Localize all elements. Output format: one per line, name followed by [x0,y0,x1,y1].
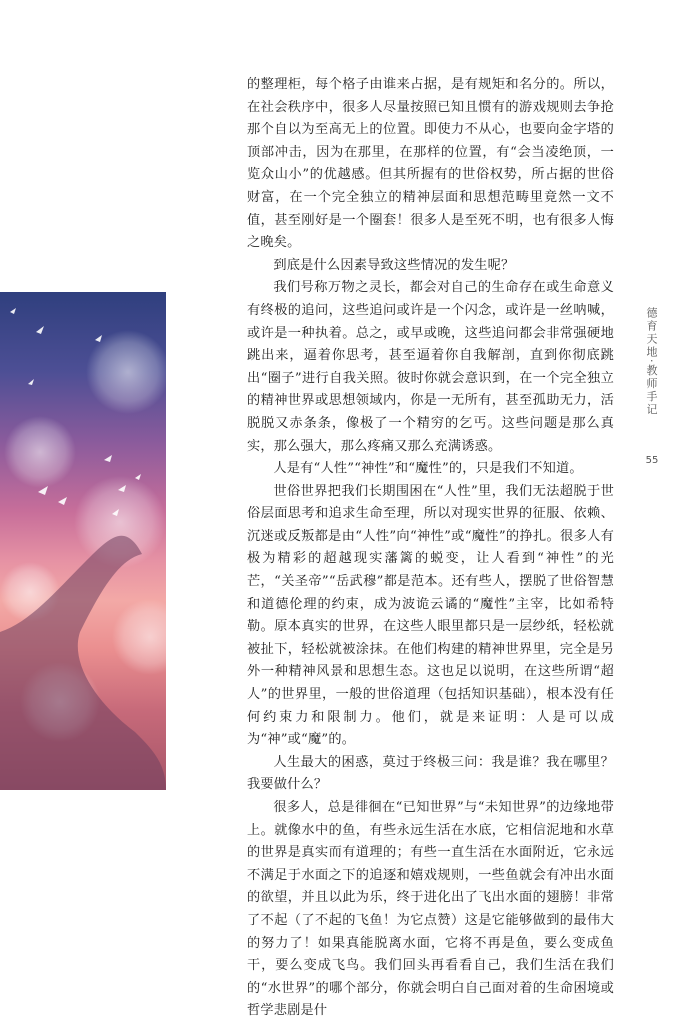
sunset-birds-illustration [0,292,166,790]
article-body [247,74,614,1023]
paragraph: 的整理柜，每个格子由谁来占据，是有规矩和名分的。所以，在社会秩序中，很多人尽量按照已知且惯有的游戏规则去争抢那个自以为至高无上的位置。即使力不从心，也要向金字塔的顶部冲击，因为在那里，在那样的位置，有“会当凌绝顶，一览众山小”的优越感。但其所握有的世俗权势，所占据的世俗财富，在一个完全独立的精神层面和思想范畴里竟然一文不值，甚至刚好是一个圈套！很多人是至死不明，也有很多人悔之晚矣。 [247,77,614,251]
page-number: 55 [645,455,659,466]
paragraph: 人生最大的困惑，莫过于终极三问：我是谁？我在哪里？我要做什么？ [247,754,614,793]
paragraph: 很多人，总是徘徊在“已知世界”与“未知世界”的边缘地带上。就像水中的鱼，有些永远生活在水底，它相信泥地和水草的世界是真实而有道理的；有些一直生活在水面附近，它永远不满足于水面之下的追逐和嬉戏规则，一些鱼就会有冲出水面的欲望，并且以此为乐，终于进化出了飞出水面的翅膀！非常了不起（了不起的飞鱼！为它点赞）这是它能够做到的最伟大的努力了！如果真能脱离水面，它将不再是鱼，要么变成鱼干，要么变成飞鸟。我们回头再看看自己，我们生活在我们的“水世界”的哪个部分，你就会明白自己面对着的生命困境或哲学悲剧是什 [247,800,614,1019]
paragraph: 到底是什么因素导致这些情况的发生呢？ [273,257,515,273]
bokeh-circle [4,416,76,488]
bokeh-circle [112,599,166,675]
bird-icon [10,308,16,314]
bokeh-circle [86,330,166,414]
column-title: 德育天地·教师手记 [645,307,658,417]
bird-icon [36,326,44,334]
bird-icon [58,497,67,505]
bird-icon [28,379,34,385]
paragraph: 我们号称万物之灵长，都会对自己的生命存在或生命意义有终极的追问，这些追问或许是一个闪念，或许是一丝呐喊，或许是一种执着。总之，或早或晚，这些追问都会非常强硬地跳出来，逼着你思考，甚至逼着你自我解剖，直到你彻底跳出“圈子”进行自我关照。彼时你就会意识到，在一个完全独立的精神世界或思想领域内，你是一无所有，甚至孤助无力，活脱脱又赤条条，像极了一个精穷的乞丐。这些问题是那么真实，那么强大，那么疼痛又那么充满诱惑。 [247,280,614,454]
paragraph: 人是有“人性”“神性”和“魔性”的，只是我们不知道。 [273,461,583,477]
bird-icon [104,455,112,462]
paragraph: 世俗世界把我们长期围困在“人性”里，我们无法超脱于世俗层面思考和追求生命至理，所以对现实世界的征服、依赖、沉迷或反叛都是由“人性”向“神性”或“魔性”的挣扎。很多人有极为精彩的超越现实藩篱的蜕变，让人看到“神性”的光芒，“关圣帝”“岳武穆”都是范本。还有些人，摆脱了世俗智慧和道德伦理的约束，成为波诡云谲的“魔性”主宰，比如希特勒。原本真实的世界，在这些人眼里都只是一层纱纸，轻松就被扯下，轻松就被涂抹。在他们构建的精神世界里，完全是另外一种精神风景和思想生态。这也足以说明，在这些所谓“超人”的世界里，一般的世俗道理（包括知识基础），根本没有任何约束力和限制力。他们，就是来证明：人是可以成为“神”或“魔”的。 [247,483,614,748]
decorative-image [0,292,166,790]
